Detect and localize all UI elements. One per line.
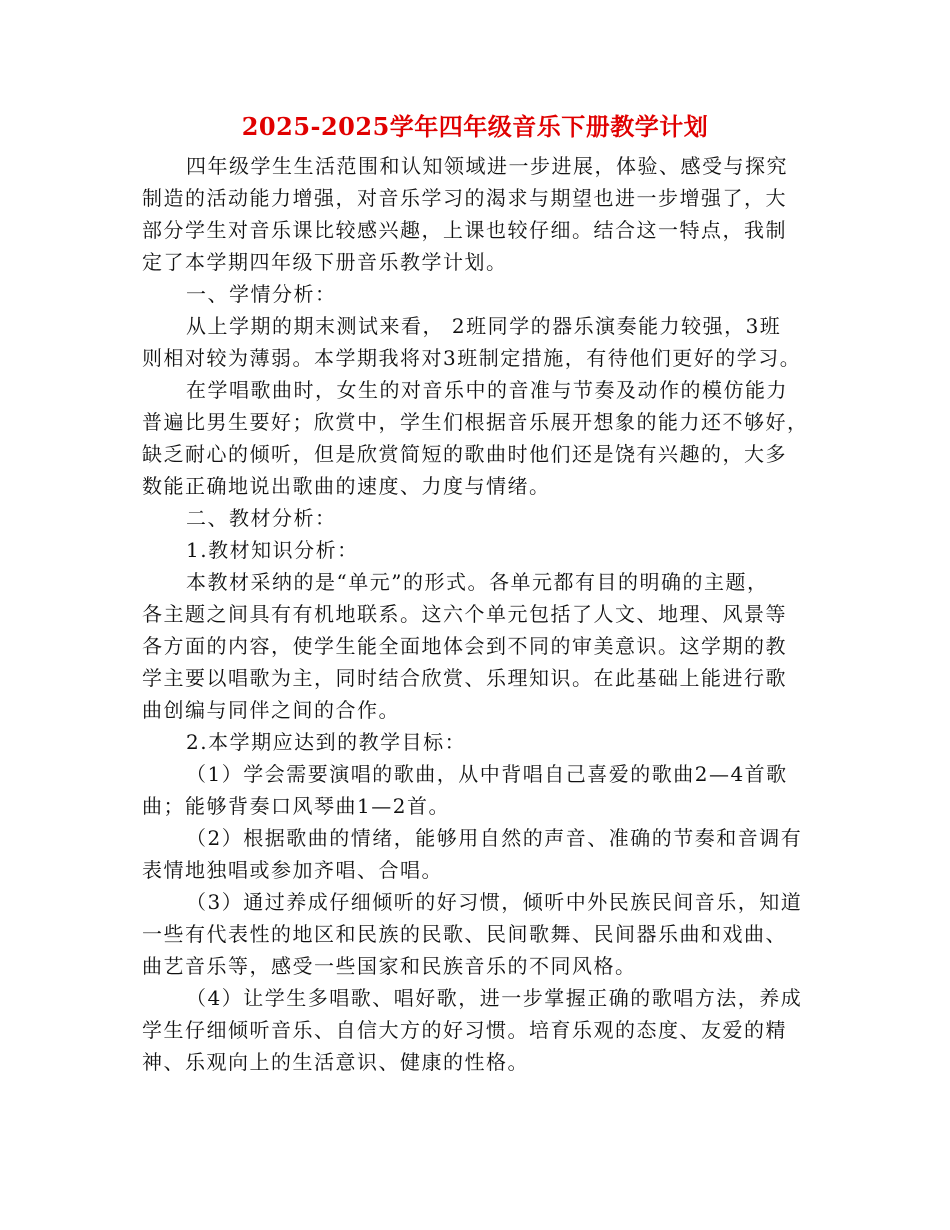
text-line: （4）让学生多唱歌、唱好歌，进一步掌握正确的歌唱方法，养成 xyxy=(186,986,803,1010)
text-line: 表情地独唱或参加齐唱、合唱。 xyxy=(142,858,443,882)
text-line: 制造的活动能力增强，对音乐学习的渴求与期望也进一步增强了，大 xyxy=(142,186,787,210)
text-line: 部分学生对音乐课比较感兴趣，上课也较仔细。结合这一特点，我制 xyxy=(142,218,787,242)
text-line: （3）通过养成仔细倾听的好习惯，倾听中外民族民间音乐，知道 xyxy=(186,890,803,914)
text-line: 从上学期的期末测试来看， 2班同学的器乐演奏能力较强，3班 xyxy=(186,314,782,338)
text-line: 四年级学生生活范围和认知领域进一步进展，体验、感受与探究 xyxy=(186,154,788,178)
text-line: 学生仔细倾听音乐、自信大方的好习惯。培育乐观的态度、友爱的精 xyxy=(142,1018,787,1042)
text-line: 1.教材知识分析： xyxy=(186,538,359,562)
text-line: （1）学会需要演唱的歌曲，从中背唱自己喜爱的歌曲2—4首歌 xyxy=(186,762,788,786)
text-line: 各方面的内容，使学生能全面地体会到不同的审美意识。这学期的教 xyxy=(142,634,787,658)
text-line: 2.本学期应达到的教学目标： xyxy=(186,730,467,754)
text-line: 本教材采纳的是“单元”的形式。各单元都有目的明确的主题， xyxy=(186,570,769,594)
text-line: 缺乏耐心的倾听，但是欣赏简短的歌曲时他们还是饶有兴趣的，大多 xyxy=(142,442,787,466)
text-line: 神、乐观向上的生活意识、健康的性格。 xyxy=(142,1050,529,1074)
text-line: 一些有代表性的地区和民族的民歌、民间歌舞、民间器乐曲和戏曲、 xyxy=(142,922,787,946)
text-line: 各主题之间具有有机地联系。这六个单元包括了人文、地理、风景等 xyxy=(142,602,787,626)
text-line: 曲；能够背奏口风琴曲1—2首。 xyxy=(142,794,450,818)
page-title: 2025-2025学年四年级音乐下册教学计划 xyxy=(241,112,709,141)
text-line: 定了本学期四年级下册音乐教学计划。 xyxy=(142,250,508,274)
text-line: 数能正确地说出歌曲的速度、力度与情绪。 xyxy=(142,474,551,498)
document-body xyxy=(142,150,814,1078)
text-line: 一、学情分析： xyxy=(186,282,337,306)
text-line: 在学唱歌曲时，女生的对音乐中的音准与节奏及动作的模仿能力 xyxy=(186,378,788,402)
text-line: （2）根据歌曲的情绪，能够用自然的声音、准确的节奏和音调有 xyxy=(186,826,803,850)
text-line: 二、教材分析： xyxy=(186,506,337,530)
text-line: 则相对较为薄弱。本学期我将对3班制定措施，有待他们更好的学习。 xyxy=(142,346,802,370)
text-line: 普遍比男生要好；欣赏中，学生们根据音乐展开想象的能力还不够好， xyxy=(142,410,809,434)
text-line: 曲艺音乐等，感受一些国家和民族音乐的不同风格。 xyxy=(142,954,637,978)
text-line: 曲创编与同伴之间的合作。 xyxy=(142,698,400,722)
text-line: 学主要以唱歌为主，同时结合欣赏、乐理知识。在此基础上能进行歌 xyxy=(142,666,787,690)
